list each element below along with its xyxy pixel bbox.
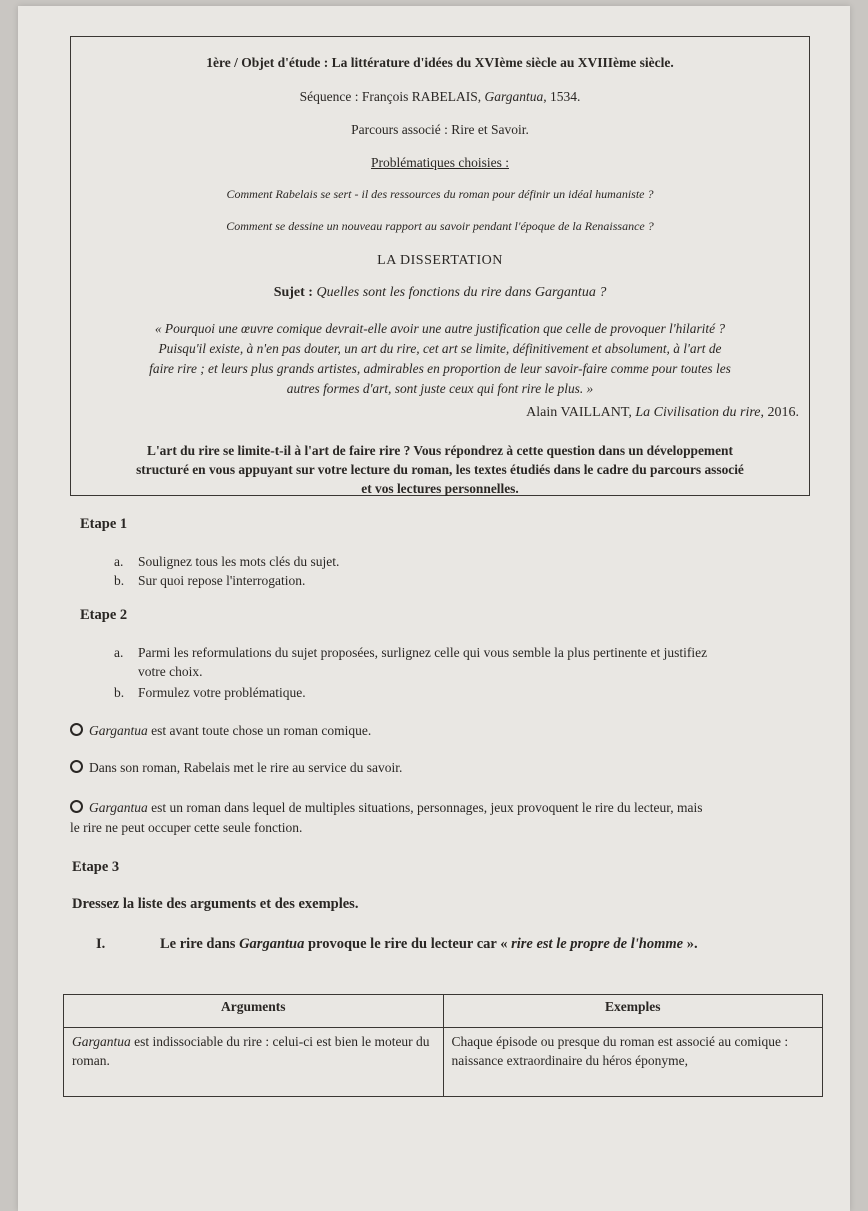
section-prefix: Le rire dans — [160, 936, 240, 952]
sequence-suffix: , 1534. — [543, 89, 581, 104]
arguments-table — [63, 994, 823, 1097]
objet-etude: 1ère / Objet d'étude : La littérature d'idées du XVIème siècle au XVIIIème siècle. — [206, 55, 674, 70]
consigne — [81, 441, 799, 498]
radio-circle-icon[interactable] — [70, 800, 83, 813]
etape-3-instruction: Dressez la liste des arguments et des exemples. — [72, 896, 359, 912]
problematiques-title: Problématiques choisies : — [371, 155, 509, 170]
author-work: La Civilisation du rire — [635, 405, 761, 420]
sequence-line — [71, 89, 809, 105]
item-marker: b. — [114, 685, 125, 700]
option-text: Dans son roman, Rabelais met le rire au service du savoir. — [89, 760, 403, 775]
item-text: Soulignez tous les mots clés du sujet. — [138, 554, 340, 569]
problematique-2: Comment se dessine un nouveau rapport au savoir pendant l'époque de la Renaissance ? — [226, 219, 654, 233]
sujet-text: Quelles sont les fonctions du rire dans Gargantua ? — [316, 285, 607, 300]
citation-line: « Pourquoi une œuvre comique devrait-elle avoir une autre justification que celle de provoquer l'hilarité ? — [154, 321, 726, 336]
option-italic: Gargantua — [89, 723, 148, 738]
dissertation-title: LA DISSERTATION — [377, 253, 503, 268]
author-name: Alain VAILLANT, — [526, 405, 636, 420]
section-end: ». — [683, 936, 698, 952]
section-quote: rire est le propre de l'homme — [511, 936, 684, 952]
table-header-row — [64, 995, 823, 1028]
parcours-line: Parcours associé : Rire et Savoir. — [351, 122, 529, 137]
option-text-continued: le rire ne peut occuper cette seule fonction. — [70, 820, 303, 835]
option-text: est un roman dans lequel de multiples situations, personnages, jeux provoquent le rire du lecteur, mais — [147, 800, 703, 815]
consigne-line: structuré en vous appuyant sur votre lecture du roman, les textes étudiés dans le cadre du parcours associé — [136, 462, 744, 477]
sequence-title: Gargantua — [484, 89, 544, 104]
consigne-line: et vos lectures personnelles. — [361, 481, 519, 496]
etape-1-item — [114, 572, 305, 590]
section-heading — [96, 936, 698, 953]
example-cell: Chaque épisode ou presque du roman est associé au comique : naissance extraordinaire du héros éponyme, — [443, 1028, 823, 1097]
argument-text: est indissociable du rire : celui-ci est bien le moteur du roman. — [72, 1034, 430, 1068]
item-marker: a. — [114, 554, 124, 569]
etape-2-item — [114, 644, 707, 662]
item-text: Sur quoi repose l'interrogation. — [138, 573, 306, 588]
etape-2-item — [114, 684, 306, 702]
section-mid: provoque le rire du lecteur car « — [304, 936, 512, 952]
argument-italic: Gargantua — [72, 1034, 131, 1049]
consigne-line: L'art du rire se limite-t-il à l'art de faire rire ? Vous répondrez à cette question dans un développement — [147, 443, 733, 458]
item-text: Formulez votre problématique. — [138, 685, 306, 700]
section-italic: Gargantua — [239, 936, 305, 952]
reformulation-option[interactable] — [70, 758, 402, 778]
header-box — [70, 36, 810, 496]
reformulation-option[interactable] — [70, 798, 702, 838]
option-text: est avant toute chose un roman comique. — [147, 723, 372, 738]
citation-line: autres formes d'art, sont juste ceux qui font rire le plus. » — [286, 381, 594, 396]
column-header-arguments: Arguments — [64, 995, 444, 1028]
sequence-prefix: Séquence : François RABELAIS, — [299, 89, 485, 104]
option-italic: Gargantua — [89, 800, 148, 815]
citation-line: Puisqu'il existe, à n'en pas douter, un art du rire, cet art se limite, définitivement et absolument, à l'art de — [158, 341, 722, 356]
section-number: I. — [96, 936, 106, 952]
sujet-line — [71, 285, 809, 301]
etape-3-title: Etape 3 — [72, 859, 120, 875]
problematique-1: Comment Rabelais se sert - il des ressources du roman pour définir un idéal humaniste ? — [226, 187, 654, 201]
item-marker: a. — [114, 645, 124, 660]
argument-cell — [64, 1028, 444, 1097]
author-year: , 2016. — [760, 405, 799, 420]
etape-1-title: Etape 1 — [80, 516, 128, 532]
document-page — [18, 6, 850, 1211]
sujet-label: Sujet : — [273, 285, 317, 300]
reformulation-option[interactable] — [70, 721, 371, 741]
etape-2-item-continued: votre choix. — [138, 664, 203, 679]
citation — [77, 319, 803, 399]
etape-1-item — [114, 553, 339, 571]
citation-line: faire rire ; et leurs plus grands artistes, admirables en proportion de leur savoir-faire comme pour toutes les — [149, 361, 731, 376]
item-text: Parmi les reformulations du sujet proposées, surlignez celle qui vous semble la plus pertinente et justifiez — [138, 645, 708, 660]
etape-2-title: Etape 2 — [80, 607, 128, 623]
column-header-exemples: Exemples — [443, 995, 823, 1028]
item-marker: b. — [114, 573, 125, 588]
table-row — [64, 1028, 823, 1097]
radio-circle-icon[interactable] — [70, 760, 83, 773]
citation-author — [526, 405, 799, 421]
radio-circle-icon[interactable] — [70, 723, 83, 736]
